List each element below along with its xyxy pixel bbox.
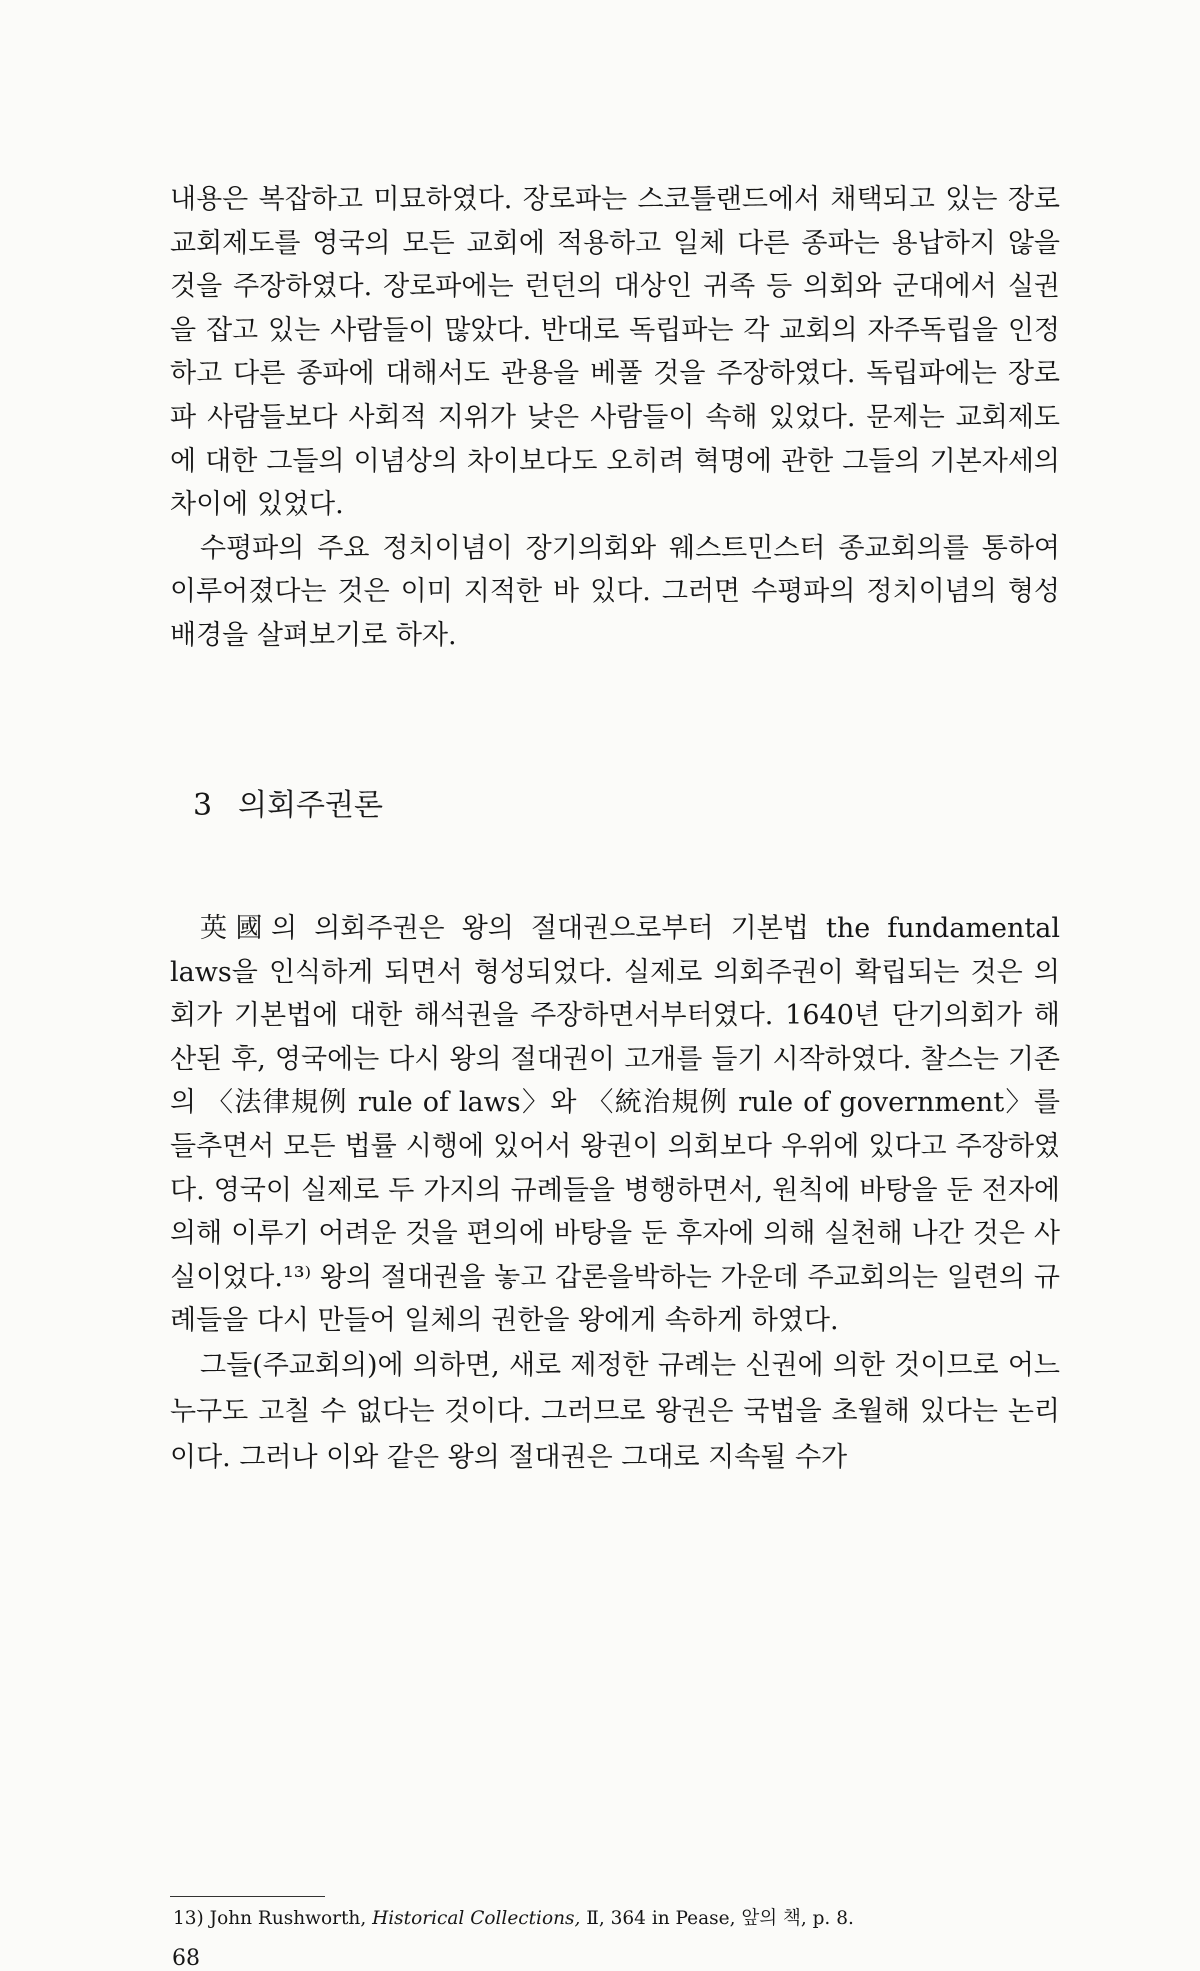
paragraph: 내용은 복잡하고 미묘하였다. 장로파는 스코틀랜드에서 채택되고 있는 장로교회제도를 영국의 모든 교회에 적용하고 일체 다른 종파는 용납하지 않을 것을 주장하였다. 장로파에는 런던의 대상인 귀족 등 의회와 군대에서 실권을 잡고 있는 사람들이 많았다. 반대로 독립파는 각 교회의 자주독립을 인정하고 다른 종파에 대해서도 관용을 베풀 것을 주장하였다. 독립파에는 장로파 사람들보다 사회적 지위가 낮은 사람들이 속해 있었다. 문제는 교회제도에 대한 그들의 이념상의 차이보다도 오히려 혁명에 관한 그들의 기본자세의 차이에 있었다. bbox=[170, 184, 1060, 521]
section-title: 의회주권론 bbox=[238, 788, 383, 823]
footnote bbox=[173, 1904, 854, 1930]
paragraph: 그들(주교회의)에 의하면, 새로 제정한 규례는 신권에 의한 것이므로 어느 누구도 고칠 수 없다는 것이다. 그러므로 왕권은 국법을 초월해 있다는 논리이다. 그러나 이와 같은 왕의 절대권은 그대로 지속될 수가 bbox=[170, 1349, 1060, 1473]
footnote-marker: 13) bbox=[173, 1908, 204, 1929]
footnote-divider bbox=[170, 1896, 325, 1897]
footnote-author: John Rushworth, bbox=[209, 1908, 367, 1929]
section-number: 3 bbox=[193, 788, 213, 823]
text-block-section bbox=[170, 907, 1060, 1481]
footnote-title: Historical Collections, bbox=[372, 1908, 581, 1929]
text-block-top bbox=[170, 178, 1060, 658]
page-number: 68 bbox=[172, 1946, 200, 1971]
paragraph: 수평파의 주요 정치이념이 장기의회와 웨스트민스터 종교회의를 통하여 이루어졌다는 것은 이미 지적한 바 있다. 그러면 수평파의 정치이념의 형성배경을 살펴보기로 하자. bbox=[170, 532, 1060, 651]
paragraph: 英國의 의회주권은 왕의 절대권으로부터 기본법 the fundamental laws을 인식하게 되면서 형성되었다. 실제로 의회주권이 확립되는 것은 의회가 기본법에 대한 해석권을 주장하면서부터였다. 1640년 단기의회가 해산된 후, 영국에는 다시 왕의 절대권이 고개를 들기 시작하였다. 찰스는 기존의 〈法律規例 rule of laws〉와 〈統治規例 rule of government〉를 들추면서 모든 법률 시행에 있어서 왕권이 의회보다 우위에 있다고 주장하였다. 영국이 실제로 두 가지의 규례들을 병행하면서, 원칙에 바탕을 둔 전자에 의해 이루기 어려운 것을 편의에 바탕을 둔 후자에 의해 실천해 나간 것은 사실이었다.¹³⁾ 왕의 절대권을 놓고 갑론을박하는 가운데 주교회의는 일련의 규례들을 다시 만들어 일체의 권한을 왕에게 속하게 하였다. bbox=[170, 913, 1060, 1337]
footnote-rest: Ⅱ, 364 in Pease, 앞의 책, p. 8. bbox=[586, 1908, 854, 1929]
section-heading bbox=[193, 780, 383, 824]
